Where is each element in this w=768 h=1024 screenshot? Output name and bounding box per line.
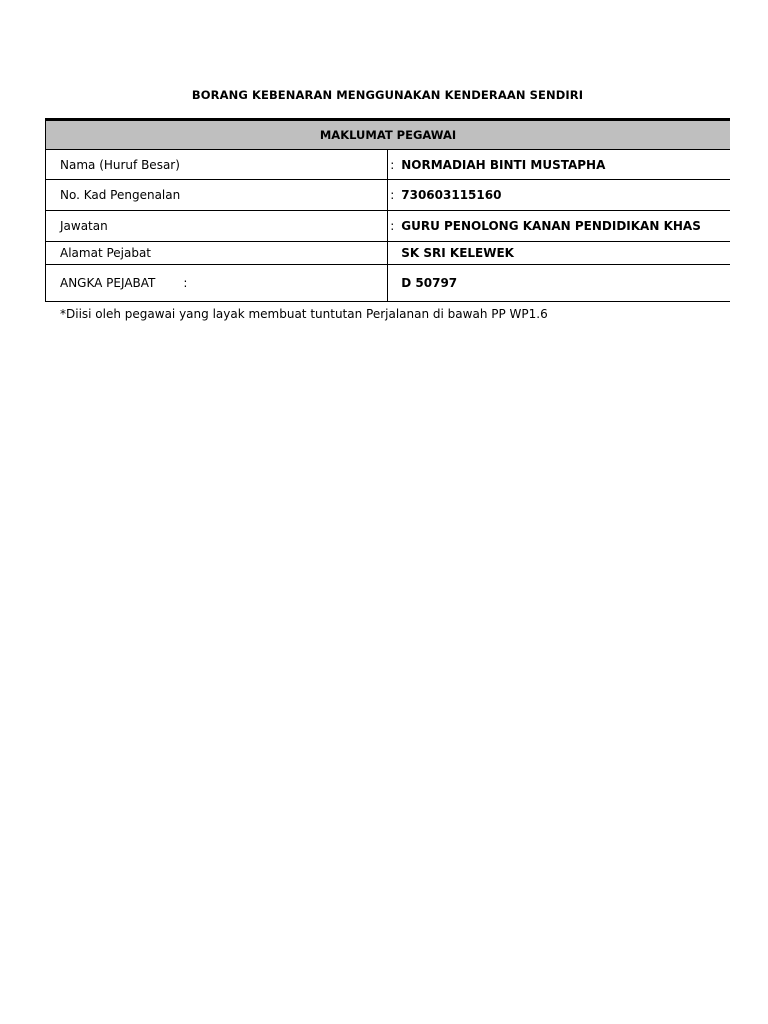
row-label: Jawatan: [46, 211, 388, 242]
office-address-value: SK SRI KELEWEK: [401, 246, 514, 260]
ic-number-value: 730603115160: [401, 188, 502, 202]
row-label: Alamat Pejabat: [46, 242, 388, 265]
row-value: [388, 150, 730, 180]
name-value: NORMADIAH BINTI MUSTAPHA: [401, 157, 606, 172]
table-row: [46, 265, 731, 302]
employee-info-table: [45, 118, 730, 302]
row-colon: :: [390, 188, 395, 202]
table-row: [46, 150, 731, 180]
table-row: [46, 180, 731, 211]
row-colon: :: [390, 157, 395, 172]
row-value: [388, 242, 730, 265]
footnote: *Diisi oleh pegawai yang layak membuat tuntutan Perjalanan di bawah PP WP1.6: [60, 307, 548, 321]
office-number-value: D 50797: [401, 276, 458, 290]
section-header: MAKLUMAT PEGAWAI: [46, 120, 731, 150]
position-value: GURU PENOLONG KANAN PENDIDIKAN KHAS: [401, 219, 701, 233]
form-title: BORANG KEBENARAN MENGGUNAKAN KENDERAAN SENDIRI: [191, 88, 584, 102]
row-value: [388, 180, 730, 211]
table-row: [46, 211, 731, 242]
row-value: [388, 211, 730, 242]
table-header-row: [46, 120, 731, 150]
row-label: [46, 265, 388, 302]
row-value: [388, 265, 730, 302]
table-row: [46, 242, 731, 265]
row-label-colon: :: [183, 276, 188, 290]
row-label-text: ANGKA PEJABAT: [60, 276, 156, 290]
row-label: No. Kad Pengenalan: [46, 180, 388, 211]
row-colon: :: [390, 219, 395, 233]
row-label: Nama (Huruf Besar): [46, 150, 388, 180]
